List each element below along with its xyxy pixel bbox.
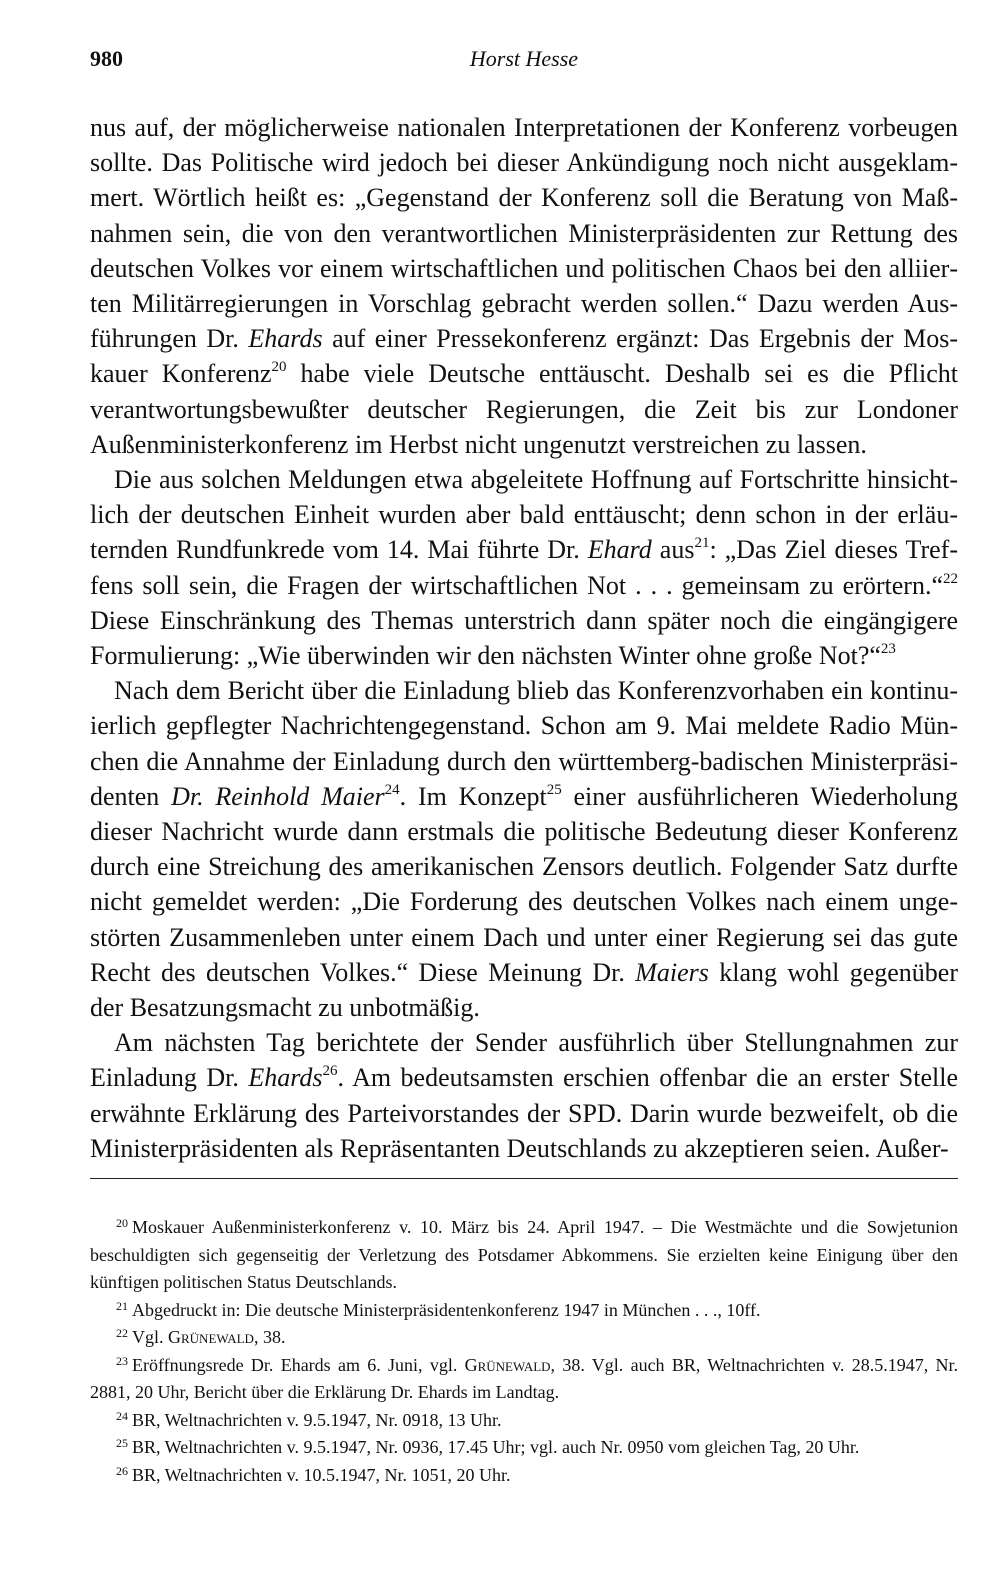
- footnote-reference: 21: [694, 535, 710, 552]
- footnotes: [90, 1214, 958, 1489]
- small-caps-text: Grünewald: [168, 1327, 254, 1347]
- paragraph: [90, 673, 958, 1025]
- footnote-reference: 20: [271, 359, 287, 376]
- text-run: Am nächsten Tag berichtete der Sender ausführlich über Stellungnahmen zur Einladung Dr.: [90, 1028, 958, 1093]
- paragraph: [90, 110, 958, 462]
- footnote-number: 21: [116, 1298, 128, 1313]
- footnote: [90, 1462, 958, 1490]
- text-run: Die aus solchen Meldungen etwa abgeleitete Hoffnung auf Fortschritte hinsichtlich der deutschen Einheit wurden aber bald enttäuscht; denn schon in der erläuternden Rundfunkrede vom 14. Mai führte Dr.: [90, 465, 958, 565]
- text-run: nus auf, der möglicherweise nationalen Interpretationen der Konferenz vorbeugen sollte. Das Politische wird jedoch bei dieser Ankündigung noch nicht ausgeklammert. Wörtlich heißt es: „Gegenstand der Konferenz soll die Beratung von Maßnahmen sein, die von den verantwortlichen Ministerpräsidenten zur Rettung des deutschen Volkes vor einem wirtschaftlichen und politischen Chaos bei den alliierten Militärregierungen in Vorschlag gebracht werden sollen.“ Dazu werden Ausführungen Dr.: [90, 113, 958, 354]
- footnote: [90, 1407, 958, 1435]
- text-run: BR, Weltnachrichten v. 9.5.1947, Nr. 0936, 17.45 Uhr; vgl. auch Nr. 0950 vom gleichen Tag, 20 Uhr.: [132, 1437, 860, 1457]
- text-run: Eröffnungsrede Dr. Ehards am 6. Juni, vgl.: [132, 1354, 465, 1375]
- footnote-number: 22: [116, 1326, 128, 1340]
- text-run: Moskauer Außenministerkonferenz v. 10. März bis 24. April 1947. – Die Westmächte und die Sowjetunion beschuldigten sich gegenseitig der Verletzung des Potsdamer Abkommens. Sie erzielten keine Einigung über den künftigen politischen Status Deutschlands.: [90, 1217, 958, 1292]
- footnote-reference: 25: [546, 781, 562, 798]
- running-title: Horst Hesse: [469, 46, 579, 71]
- footnote-number: 25: [116, 1436, 128, 1450]
- footnote-number: 24: [116, 1408, 128, 1423]
- footnote-reference: 26: [322, 1063, 338, 1080]
- footnote-number: 23: [116, 1353, 128, 1368]
- text-run: einer ausführlicheren Wiederholung dieser Nachricht wurde dann erstmals die politische Bedeutung dieser Konferenz durch eine Streichung des amerikanischen Zensors deutlich. Folgender Satz durfte nicht gemeldet werden: „Die Forderung des deutschen Volkes nach einem ungestörten Zusammenleben unter einem Dach und unter einer Regierung sei das gute Recht des deutschen Volkes.“ Diese Meinung Dr.: [90, 781, 958, 987]
- footnote: [90, 1352, 958, 1407]
- text-run: Nach dem Bericht über die Einladung blieb das Konferenzvorhaben ein kontinuierlich gepflegter Nachrichtengegenstand. Schon am 9. Mai meldete Radio München die Annahme der Einladung durch den württemberg-badischen Ministerpräsidenten: [90, 676, 958, 811]
- text-run: BR, Weltnachrichten v. 10.5.1947, Nr. 1051, 20 Uhr.: [132, 1464, 511, 1485]
- text-run: Vgl.: [132, 1327, 168, 1347]
- text-run: habe viele Deutsche enttäuscht. Deshalb sei es die Pflicht verantwortungsbewußter deutscher Regierungen, die Zeit bis zur Londoner Außenministerkonferenz im Herbst nicht ungenutzt verstreichen zu lassen.: [90, 359, 958, 459]
- text-run: , 38.: [253, 1327, 286, 1347]
- footnote: [90, 1324, 958, 1352]
- footnote-divider: [90, 1178, 958, 1179]
- footnote-reference: 23: [880, 641, 896, 658]
- footnote: [90, 1214, 958, 1297]
- text-run: : „Das Ziel dieses Treffens soll sein, die Fragen der wirtschaftlichen Not . . . gemeinsam zu erörtern.“: [90, 535, 958, 600]
- text-run: auf einer Pressekonferenz ergänzt: Das Ergebnis der Moskauer Konferenz: [90, 324, 959, 389]
- italic-text: Maiers: [635, 957, 709, 987]
- text-run: . Am bedeutsamsten erschien offenbar die an erster Stelle erwähnte Erklärung des Parteivorstandes der SPD. Darin wurde bezweifelt, ob die Ministerpräsidenten als Repräsentanten Deutschlands zu akzeptieren seien. Außer-: [90, 1063, 959, 1163]
- page-number: 980: [90, 46, 123, 71]
- main-text: [90, 110, 958, 1166]
- footnote: [90, 1297, 958, 1325]
- footnote-reference: 24: [384, 781, 400, 798]
- text-run: , 38. Vgl. auch BR, Weltnachrichten v. 28.5.1947, Nr. 2881, 20 Uhr, Bericht über die Erklärung Dr. Ehards im Landtag.: [90, 1354, 958, 1402]
- text-run: Abgedruckt in: Die deutsche Ministerpräsidentenkonferenz 1947 in München . . ., 10ff.: [132, 1299, 761, 1320]
- small-caps-text: Grünewald: [464, 1354, 551, 1375]
- text-run: Diese Einschränkung des Themas unterstrich dann später noch die eingängigere Formulierung: „Wie überwinden wir den nächsten Winter ohne große Not?“: [90, 605, 958, 671]
- footnote-reference: 22: [943, 570, 958, 587]
- italic-text: Dr. Reinhold Maier: [171, 781, 385, 811]
- text-run: aus: [651, 535, 695, 565]
- italic-text: Ehards: [248, 1063, 323, 1093]
- text-run: . Im Konzept: [399, 781, 547, 811]
- footnote-number: 26: [116, 1463, 128, 1478]
- italic-text: Ehard: [587, 535, 652, 565]
- text-run: BR, Weltnachrichten v. 9.5.1947, Nr. 0918, 13 Uhr.: [132, 1409, 502, 1430]
- text-run: klang wohl gegenüber der Besatzungsmacht zu unbotmäßig.: [90, 957, 958, 1023]
- footnote: [90, 1434, 958, 1462]
- paragraph: [90, 462, 958, 673]
- italic-text: Ehards: [248, 324, 323, 354]
- footnote-number: 20: [116, 1216, 128, 1230]
- paragraph: [90, 1025, 958, 1166]
- running-head: [90, 46, 958, 76]
